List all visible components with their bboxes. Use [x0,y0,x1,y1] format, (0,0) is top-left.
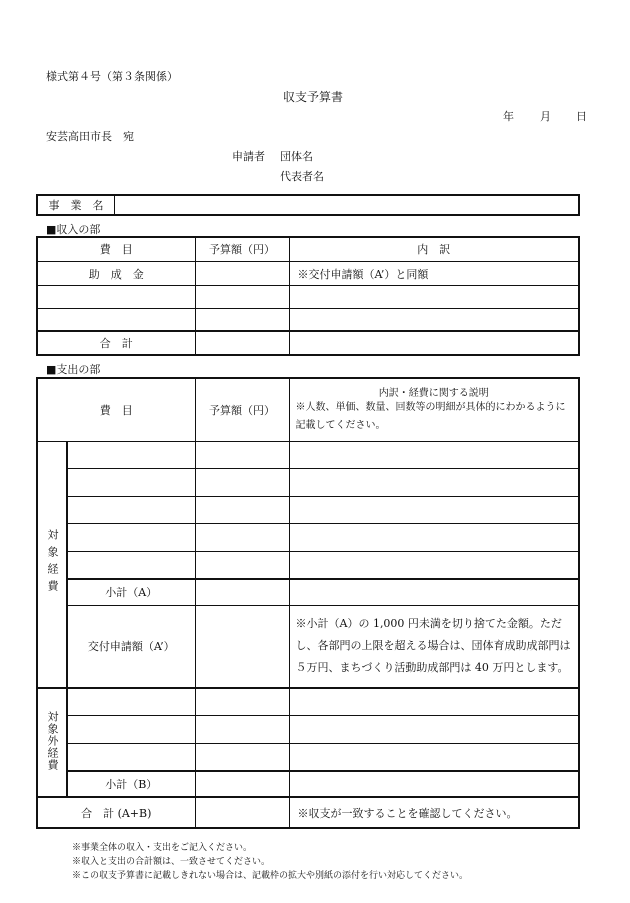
subtotal-a-detail-field[interactable] [289,579,579,605]
covered-amount-field[interactable] [195,524,289,551]
subtotal-a-label: 小計（A） [67,579,195,605]
grant-amount-field[interactable] [195,261,289,285]
covered-amount-field[interactable] [195,469,289,496]
covered-item-field[interactable] [67,524,195,551]
covered-detail-field[interactable] [289,469,579,496]
grant-request-field[interactable] [195,605,289,688]
expense-total-label: 合 計 (A+B) [37,797,195,828]
subtotal-a-field[interactable] [195,579,289,605]
uncovered-amount-field[interactable] [195,743,289,770]
project-name-field[interactable] [115,195,580,215]
covered-item-field[interactable] [67,551,195,578]
date-month: 月 [540,110,551,123]
income-item-field[interactable] [37,286,195,308]
expense-section-title: ■支出の部 [46,363,101,376]
expense-detail-instruction: ※人数、単価、数量、回数等の明細が具体的にわかるように記載してください。 [295,402,566,432]
project-name-table [36,194,580,216]
uncovered-expense-label: 対象外経費 [46,711,59,772]
covered-amount-field[interactable] [195,496,289,523]
date-year: 年 [503,110,514,123]
uncovered-amount-field[interactable] [195,688,289,715]
subtotal-b-field[interactable] [195,771,289,797]
note-3: ※この収支予算書に記載しきれない場合は、記載枠の拡大や別紙の添付を行い対応してください。 [72,871,469,881]
income-total-label: 合 計 [37,331,195,355]
expense-header-item: 費 目 [37,378,195,441]
covered-expense-label: 対象経費 [46,529,59,598]
org-name-label: 団体名 [280,150,313,163]
uncovered-detail-field[interactable] [289,716,579,743]
note-2: ※収入と支出の合計額は、一致させてください。 [72,857,271,867]
income-header-item: 費 目 [37,237,195,261]
income-item-field[interactable] [37,308,195,330]
applicant-label: 申請者 [232,150,265,163]
income-header-amount: 予算額（円） [195,237,289,261]
income-section-title: ■収入の部 [46,223,101,236]
expense-header-detail [289,378,579,441]
grant-request-note: ※小計（A）の 1,000 円未満を切り捨てた金額。ただし、各部門の上限を超える場合は、団体育成助成部門は５万円、まちづくり活動助成部門は 40 万円とします。 [289,605,579,688]
note-1: ※事業全体の収入・支出をご記入ください。 [72,843,253,853]
expense-table [36,377,580,829]
covered-item-field[interactable] [67,496,195,523]
covered-amount-field[interactable] [195,441,289,468]
income-total-field[interactable] [195,331,289,355]
date-day: 日 [576,110,587,123]
project-name-label: 事 業 名 [37,195,115,215]
grant-request-label: 交付申請額（A’） [67,605,195,688]
grant-detail-note: ※交付申請額（A’）と同額 [289,261,579,285]
covered-item-field[interactable] [67,469,195,496]
uncovered-expense-group [37,688,67,797]
income-header-detail: 内 訳 [289,237,579,261]
expense-header-amount: 予算額（円） [195,378,289,441]
covered-detail-field[interactable] [289,496,579,523]
income-detail-field[interactable] [289,286,579,308]
income-total-detail-field[interactable] [289,331,579,355]
covered-detail-field[interactable] [289,441,579,468]
covered-detail-field[interactable] [289,551,579,578]
income-table [36,236,580,356]
uncovered-detail-field[interactable] [289,688,579,715]
covered-expense-group [37,441,67,688]
page-title: 収支予算書 [283,90,344,104]
subtotal-b-label: 小計（B） [67,771,195,797]
income-amount-field[interactable] [195,286,289,308]
income-amount-field[interactable] [195,308,289,330]
expense-total-note: ※収支が一致することを確認してください。 [289,797,579,828]
uncovered-amount-field[interactable] [195,716,289,743]
form-number: 様式第４号（第３条関係） [46,70,178,83]
uncovered-item-field[interactable] [67,688,195,715]
covered-detail-field[interactable] [289,524,579,551]
expense-detail-heading: 内訳・経費に関する説明 [378,388,489,400]
income-detail-field[interactable] [289,308,579,330]
uncovered-detail-field[interactable] [289,743,579,770]
covered-item-field[interactable] [67,441,195,468]
expense-total-field[interactable] [195,797,289,828]
uncovered-item-field[interactable] [67,716,195,743]
grant-label: 助 成 金 [37,261,195,285]
subtotal-b-detail-field[interactable] [289,771,579,797]
covered-amount-field[interactable] [195,551,289,578]
representative-label: 代表者名 [280,170,324,183]
addressee: 安芸高田市長 宛 [46,130,134,143]
uncovered-item-field[interactable] [67,743,195,770]
